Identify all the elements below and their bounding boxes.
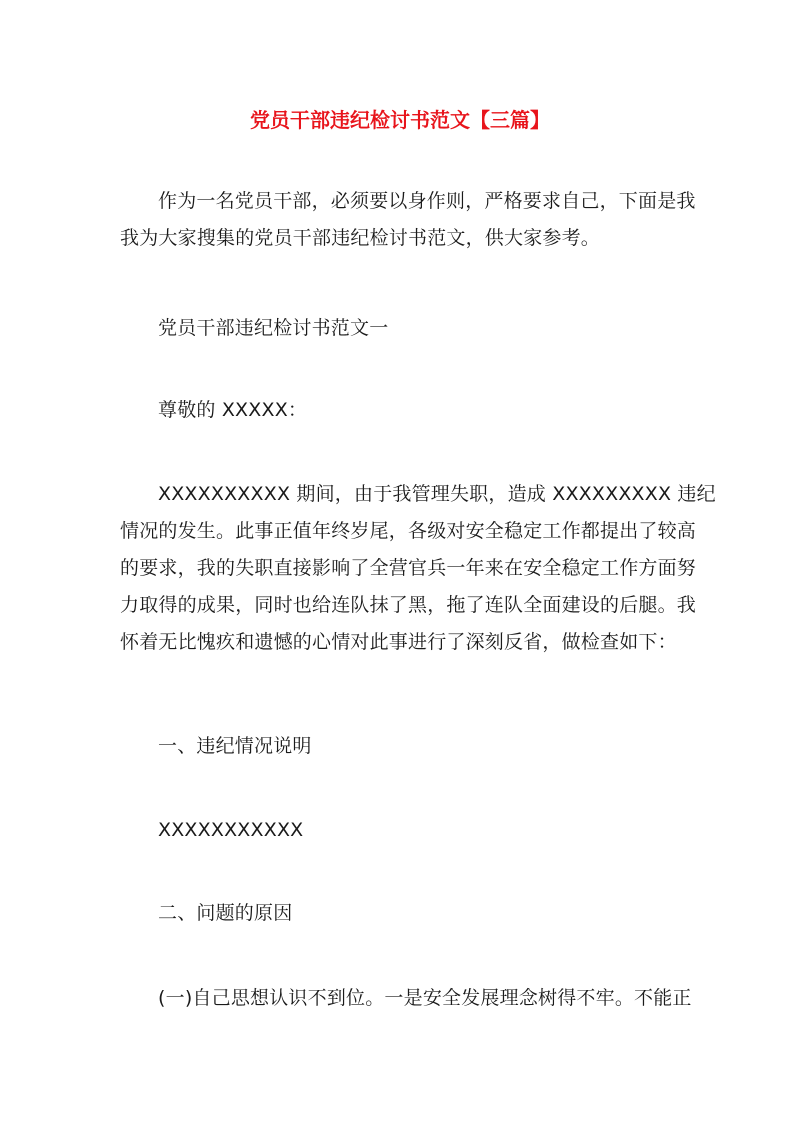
section-title (120, 310, 686, 347)
salutation-text: 尊敬的 XXXXX： (158, 399, 308, 421)
document-title: 党员干部违纪检讨书范文【三篇】 (250, 108, 550, 132)
heading-cause (120, 895, 686, 932)
intro-line: 作为一名党员干部，必须要以身作则，严格要求自己，下面是我 (158, 190, 696, 212)
heading-violation (120, 728, 686, 765)
body-line: 的要求，我的失职直接影响了全营官兵一年来在安全稳定工作方面努 (120, 557, 697, 579)
body-paragraph (120, 476, 716, 661)
heading-violation-text: 一、违纪情况说明 (158, 735, 312, 757)
cause-line: (一)自己思想认识不到位。一是安全发展理念树得不牢。不能正 (158, 987, 692, 1009)
body-line: XXXXXXXXXX 期间，由于我管理失职，造成 XXXXXXXXX 违纪 (158, 483, 716, 505)
heading-cause-text: 二、问题的原因 (158, 902, 293, 924)
body-line: 怀着无比愧疚和遗憾的心情对此事进行了深刻反省，做检查如下： (120, 631, 677, 653)
placeholder-text: XXXXXXXXXXX (158, 819, 304, 841)
placeholder-paragraph (120, 812, 686, 849)
intro-line: 我为大家搜集的党员干部违纪检讨书范文，供大家参考。 (120, 227, 601, 249)
body-line: 情况的发生。此事正值年终岁尾，各级对安全稳定工作都提出了较高 (120, 520, 697, 542)
body-line: 力取得的成果，同时也给连队抹了黑，拖了连队全面建设的后腿。我 (120, 594, 697, 616)
intro-paragraph (120, 183, 696, 257)
salutation (120, 392, 686, 429)
section-title-text: 党员干部违纪检讨书范文一 (158, 317, 389, 339)
cause-paragraph (120, 980, 692, 1017)
